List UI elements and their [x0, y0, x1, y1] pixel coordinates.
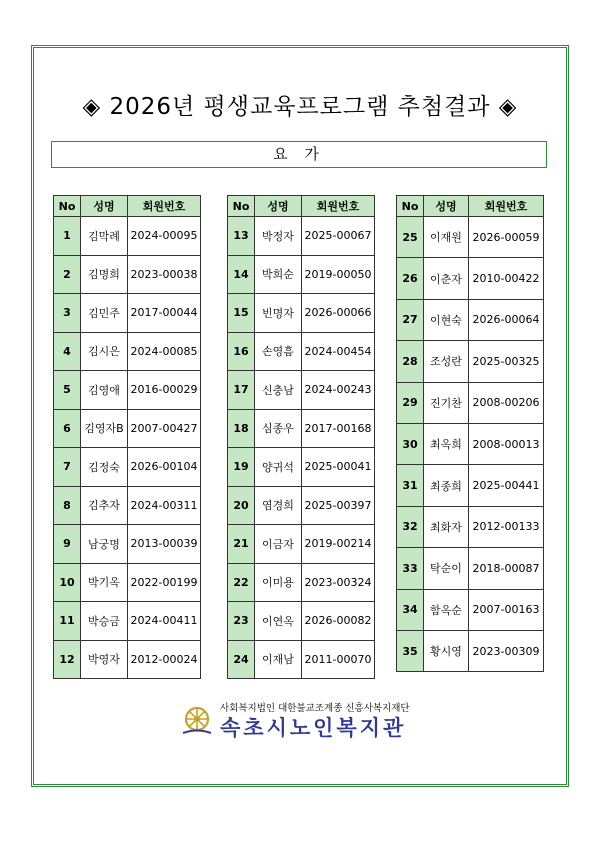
- member-name: 김막례: [81, 217, 128, 256]
- member-name: 황시영: [424, 630, 469, 671]
- member-name: 손영흠: [255, 332, 302, 371]
- table-row: [397, 382, 544, 423]
- row-number: 13: [228, 217, 255, 256]
- member-id: 2025-00397: [302, 486, 375, 525]
- member-id: 2023-00038: [128, 255, 201, 294]
- table-row: [228, 217, 375, 256]
- table-row: [54, 409, 201, 448]
- row-number: 20: [228, 486, 255, 525]
- row-number: 35: [397, 630, 424, 671]
- member-id: 2012-00133: [469, 506, 544, 547]
- table-row: [397, 341, 544, 382]
- table-row: [397, 630, 544, 671]
- member-name: 남궁명: [81, 525, 128, 564]
- header-no: No: [228, 196, 255, 217]
- member-id: 2019-00214: [302, 525, 375, 564]
- member-id: 2025-00441: [469, 465, 544, 506]
- table-row: [397, 299, 544, 340]
- row-number: 4: [54, 332, 81, 371]
- member-id: 2007-00163: [469, 589, 544, 630]
- member-name: 탁순이: [424, 548, 469, 589]
- member-id: 2016-00029: [128, 371, 201, 410]
- row-number: 10: [54, 563, 81, 602]
- row-number: 34: [397, 589, 424, 630]
- row-number: 30: [397, 423, 424, 464]
- table-row: [397, 506, 544, 547]
- row-number: 21: [228, 525, 255, 564]
- member-id: 2023-00324: [302, 563, 375, 602]
- header-no: No: [397, 196, 424, 217]
- table-row: [54, 332, 201, 371]
- member-name: 김추자: [81, 486, 128, 525]
- row-number: 18: [228, 409, 255, 448]
- member-name: 양귀석: [255, 448, 302, 487]
- table-row: [54, 486, 201, 525]
- row-number: 23: [228, 602, 255, 641]
- member-name: 김명희: [81, 255, 128, 294]
- row-number: 11: [54, 602, 81, 641]
- table-row: [397, 423, 544, 464]
- member-name: 최화자: [424, 506, 469, 547]
- table-row: [54, 525, 201, 564]
- table-row: [397, 217, 544, 258]
- member-id: 2010-00422: [469, 258, 544, 299]
- member-name: 박희순: [255, 255, 302, 294]
- member-id: 2024-00311: [128, 486, 201, 525]
- member-name: 박영자: [81, 640, 128, 679]
- member-name: 최종희: [424, 465, 469, 506]
- member-name: 이재원: [424, 217, 469, 258]
- member-name: 최옥희: [424, 423, 469, 464]
- row-number: 17: [228, 371, 255, 410]
- member-id: 2024-00243: [302, 371, 375, 410]
- member-name: 김영애: [81, 371, 128, 410]
- table-header-row: [397, 196, 544, 217]
- row-number: 26: [397, 258, 424, 299]
- member-name: 김영자B: [81, 409, 128, 448]
- member-id: 2011-00070: [302, 640, 375, 679]
- header-name: 성명: [255, 196, 302, 217]
- organization-name: 속초시노인복지관: [220, 716, 407, 740]
- member-id: 2022-00199: [128, 563, 201, 602]
- member-id: 2007-00427: [128, 409, 201, 448]
- member-name: 박기옥: [81, 563, 128, 602]
- member-name: 김민주: [81, 294, 128, 333]
- roster-table-1: [53, 195, 201, 679]
- table-row: [228, 371, 375, 410]
- row-number: 24: [228, 640, 255, 679]
- row-number: 19: [228, 448, 255, 487]
- member-name: 김시은: [81, 332, 128, 371]
- member-name: 박정자: [255, 217, 302, 256]
- member-id: 2024-00095: [128, 217, 201, 256]
- table-row: [54, 602, 201, 641]
- row-number: 31: [397, 465, 424, 506]
- member-name: 이연옥: [255, 602, 302, 641]
- member-id: 2013-00039: [128, 525, 201, 564]
- table-row: [228, 602, 375, 641]
- row-number: 32: [397, 506, 424, 547]
- member-id: 2018-00087: [469, 548, 544, 589]
- table-row: [228, 448, 375, 487]
- table-row: [228, 294, 375, 333]
- row-number: 27: [397, 299, 424, 340]
- member-id: 2024-00454: [302, 332, 375, 371]
- member-name: 신충남: [255, 371, 302, 410]
- row-number: 1: [54, 217, 81, 256]
- table-row: [54, 640, 201, 679]
- table-row: [228, 255, 375, 294]
- table-row: [228, 409, 375, 448]
- row-number: 25: [397, 217, 424, 258]
- member-id: 2026-00082: [302, 602, 375, 641]
- header-member-id: 회원번호: [128, 196, 201, 217]
- table-row: [54, 255, 201, 294]
- member-name: 심종우: [255, 409, 302, 448]
- table-header-row: [54, 196, 201, 217]
- member-id: 2025-00067: [302, 217, 375, 256]
- row-number: 12: [54, 640, 81, 679]
- table-header-row: [228, 196, 375, 217]
- row-number: 9: [54, 525, 81, 564]
- row-number: 29: [397, 382, 424, 423]
- table-row: [228, 563, 375, 602]
- row-number: 15: [228, 294, 255, 333]
- member-id: 2012-00024: [128, 640, 201, 679]
- member-name: 함옥순: [424, 589, 469, 630]
- header-no: No: [54, 196, 81, 217]
- member-name: 빈명자: [255, 294, 302, 333]
- table-row: [397, 548, 544, 589]
- header-name: 성명: [424, 196, 469, 217]
- row-number: 5: [54, 371, 81, 410]
- header-name: 성명: [81, 196, 128, 217]
- row-number: 22: [228, 563, 255, 602]
- member-id: 2019-00050: [302, 255, 375, 294]
- member-name: 이금자: [255, 525, 302, 564]
- member-id: 2008-00206: [469, 382, 544, 423]
- table-row: [54, 294, 201, 333]
- member-id: 2026-00059: [469, 217, 544, 258]
- table-row: [397, 589, 544, 630]
- table-row: [54, 371, 201, 410]
- member-name: 박승금: [81, 602, 128, 641]
- table-row: [228, 640, 375, 679]
- member-id: 2017-00044: [128, 294, 201, 333]
- table-row: [397, 258, 544, 299]
- member-id: 2025-00041: [302, 448, 375, 487]
- member-id: 2024-00411: [128, 602, 201, 641]
- row-number: 3: [54, 294, 81, 333]
- row-number: 6: [54, 409, 81, 448]
- table-row: [54, 563, 201, 602]
- table-row: [54, 217, 201, 256]
- member-name: 이재남: [255, 640, 302, 679]
- member-id: 2026-00064: [469, 299, 544, 340]
- member-id: 2008-00013: [469, 423, 544, 464]
- row-number: 33: [397, 548, 424, 589]
- row-number: 2: [54, 255, 81, 294]
- member-id: 2026-00066: [302, 294, 375, 333]
- table-row: [228, 525, 375, 564]
- program-name: 요 가: [51, 141, 547, 168]
- dharma-wheel-icon: [180, 704, 214, 738]
- row-number: 28: [397, 341, 424, 382]
- row-number: 14: [228, 255, 255, 294]
- member-id: 2024-00085: [128, 332, 201, 371]
- table-row: [397, 465, 544, 506]
- roster-table-2: [227, 195, 375, 679]
- member-name: 이현숙: [424, 299, 469, 340]
- row-number: 16: [228, 332, 255, 371]
- member-name: 진기찬: [424, 382, 469, 423]
- member-id: 2017-00168: [302, 409, 375, 448]
- member-name: 이춘자: [424, 258, 469, 299]
- member-id: 2023-00309: [469, 630, 544, 671]
- header-member-id: 회원번호: [302, 196, 375, 217]
- foundation-name: 사회복지법인 대한불교조계종 신흥사복지재단: [220, 703, 410, 714]
- member-name: 김정숙: [81, 448, 128, 487]
- member-name: 이미용: [255, 563, 302, 602]
- row-number: 8: [54, 486, 81, 525]
- member-id: 2026-00104: [128, 448, 201, 487]
- table-row: [228, 332, 375, 371]
- member-id: 2025-00325: [469, 341, 544, 382]
- table-row: [54, 448, 201, 487]
- member-name: 조성란: [424, 341, 469, 382]
- roster-table-3: [396, 195, 544, 672]
- member-name: 염경희: [255, 486, 302, 525]
- page-title: ◈ 2026년 평생교육프로그램 추첨결과 ◈: [82, 94, 518, 120]
- header-member-id: 회원번호: [469, 196, 544, 217]
- row-number: 7: [54, 448, 81, 487]
- table-row: [228, 486, 375, 525]
- organization-footer: [180, 700, 425, 742]
